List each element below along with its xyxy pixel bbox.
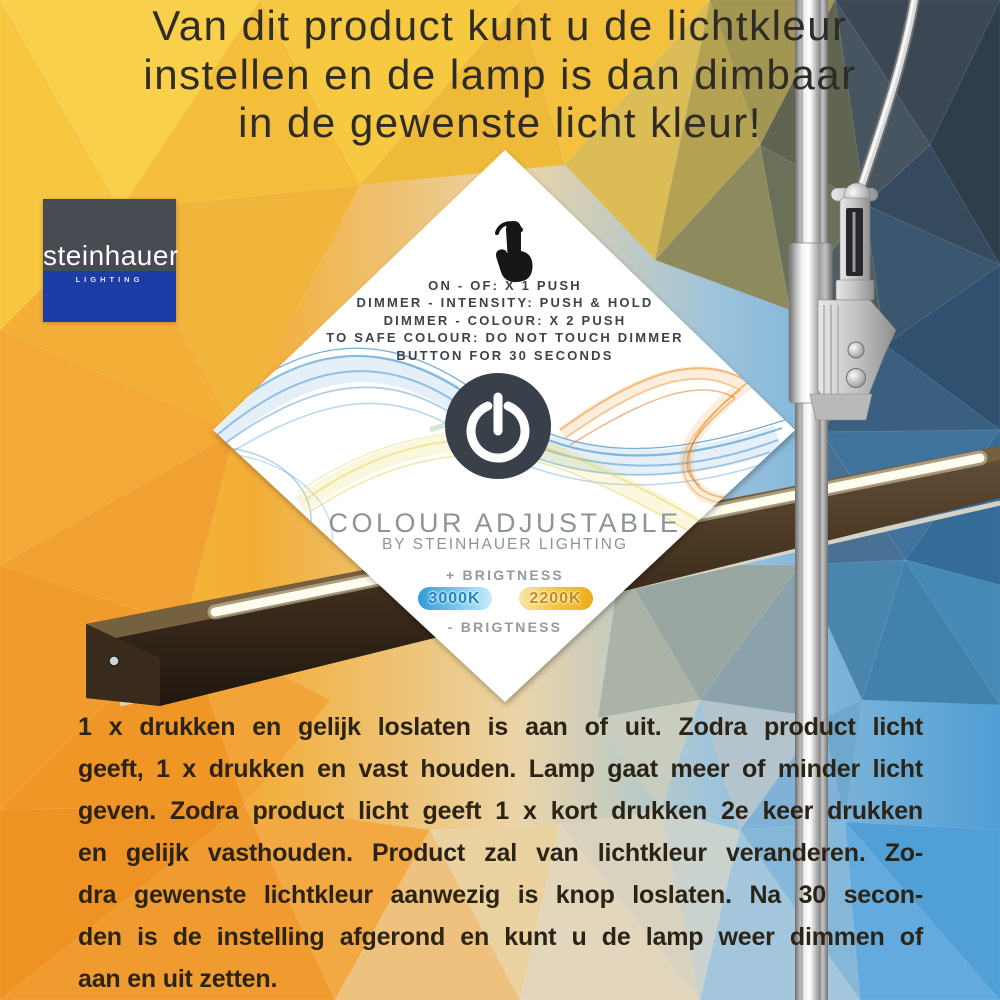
- paragraph-line: den is de instelling afgerond en kunt u de lamp weer dimmen of: [78, 923, 923, 951]
- paragraph-line: geven. Zodra product licht geeft 1 x kort drukken 2e keer drukken: [78, 797, 923, 825]
- led-indicator-dot: [109, 656, 119, 666]
- temp-pill-2200k: 2200K: [519, 587, 593, 610]
- headline-line: Van dit product kunt u de lichtkleur: [152, 2, 848, 49]
- instruction-line: ON - OF: X 1 PUSH: [428, 278, 582, 293]
- dimmer-knob: [848, 342, 864, 358]
- instruction-line: DIMMER - COLOUR: X 2 PUSH: [383, 312, 627, 328]
- badge-subtitle: BY STEINHAUER LIGHTING: [381, 536, 629, 553]
- paragraph-line: dra gewenste lichtkleur aanwezig is knop loslaten. Na 30 secon-: [78, 881, 923, 909]
- paragraph-line: geeft, 1 x drukken en vast houden. Lamp gaat meer of minder licht: [78, 755, 923, 783]
- steinhauer-logo: [43, 199, 179, 322]
- instruction-line: TO SAFE COLOUR: DO NOT TOUCH DIMMER: [326, 330, 684, 346]
- logo-brand-text: steinhauer: [43, 240, 179, 271]
- colour-temperature-pills: [255, 587, 755, 610]
- usage-instructions: [255, 277, 755, 364]
- headline: [0, 2, 1000, 148]
- headline-line: instellen en de lamp is dan dimbaar: [143, 50, 857, 98]
- temp-pill-3000k: 3000K: [418, 587, 492, 610]
- logo-tagline: LIGHTING: [75, 275, 144, 284]
- instruction-line: DIMMER - INTENSITY: PUSH & HOLD: [356, 295, 654, 311]
- paragraph-line: aan en uit zetten.: [78, 965, 278, 993]
- brightness-up-label: + BRIGTNESS: [446, 567, 564, 583]
- description-paragraph: [78, 706, 923, 1000]
- power-icon: [445, 373, 551, 479]
- paragraph-line: 1 x drukken en gelijk loslaten is aan of uit. Zodra product licht: [78, 713, 923, 741]
- badge-title: COLOUR ADJUSTABLE: [328, 508, 682, 538]
- dimmer-knob: [847, 369, 866, 388]
- instruction-line: BUTTON FOR 30 SECONDS: [396, 347, 614, 363]
- headline-line: in de gewenste licht kleur!: [238, 99, 762, 146]
- paragraph-line: en gelijk vasthouden. Product zal van lichtkleur veranderen. Zo-: [78, 839, 923, 867]
- brightness-down-label: - BRIGTNESS: [447, 619, 563, 635]
